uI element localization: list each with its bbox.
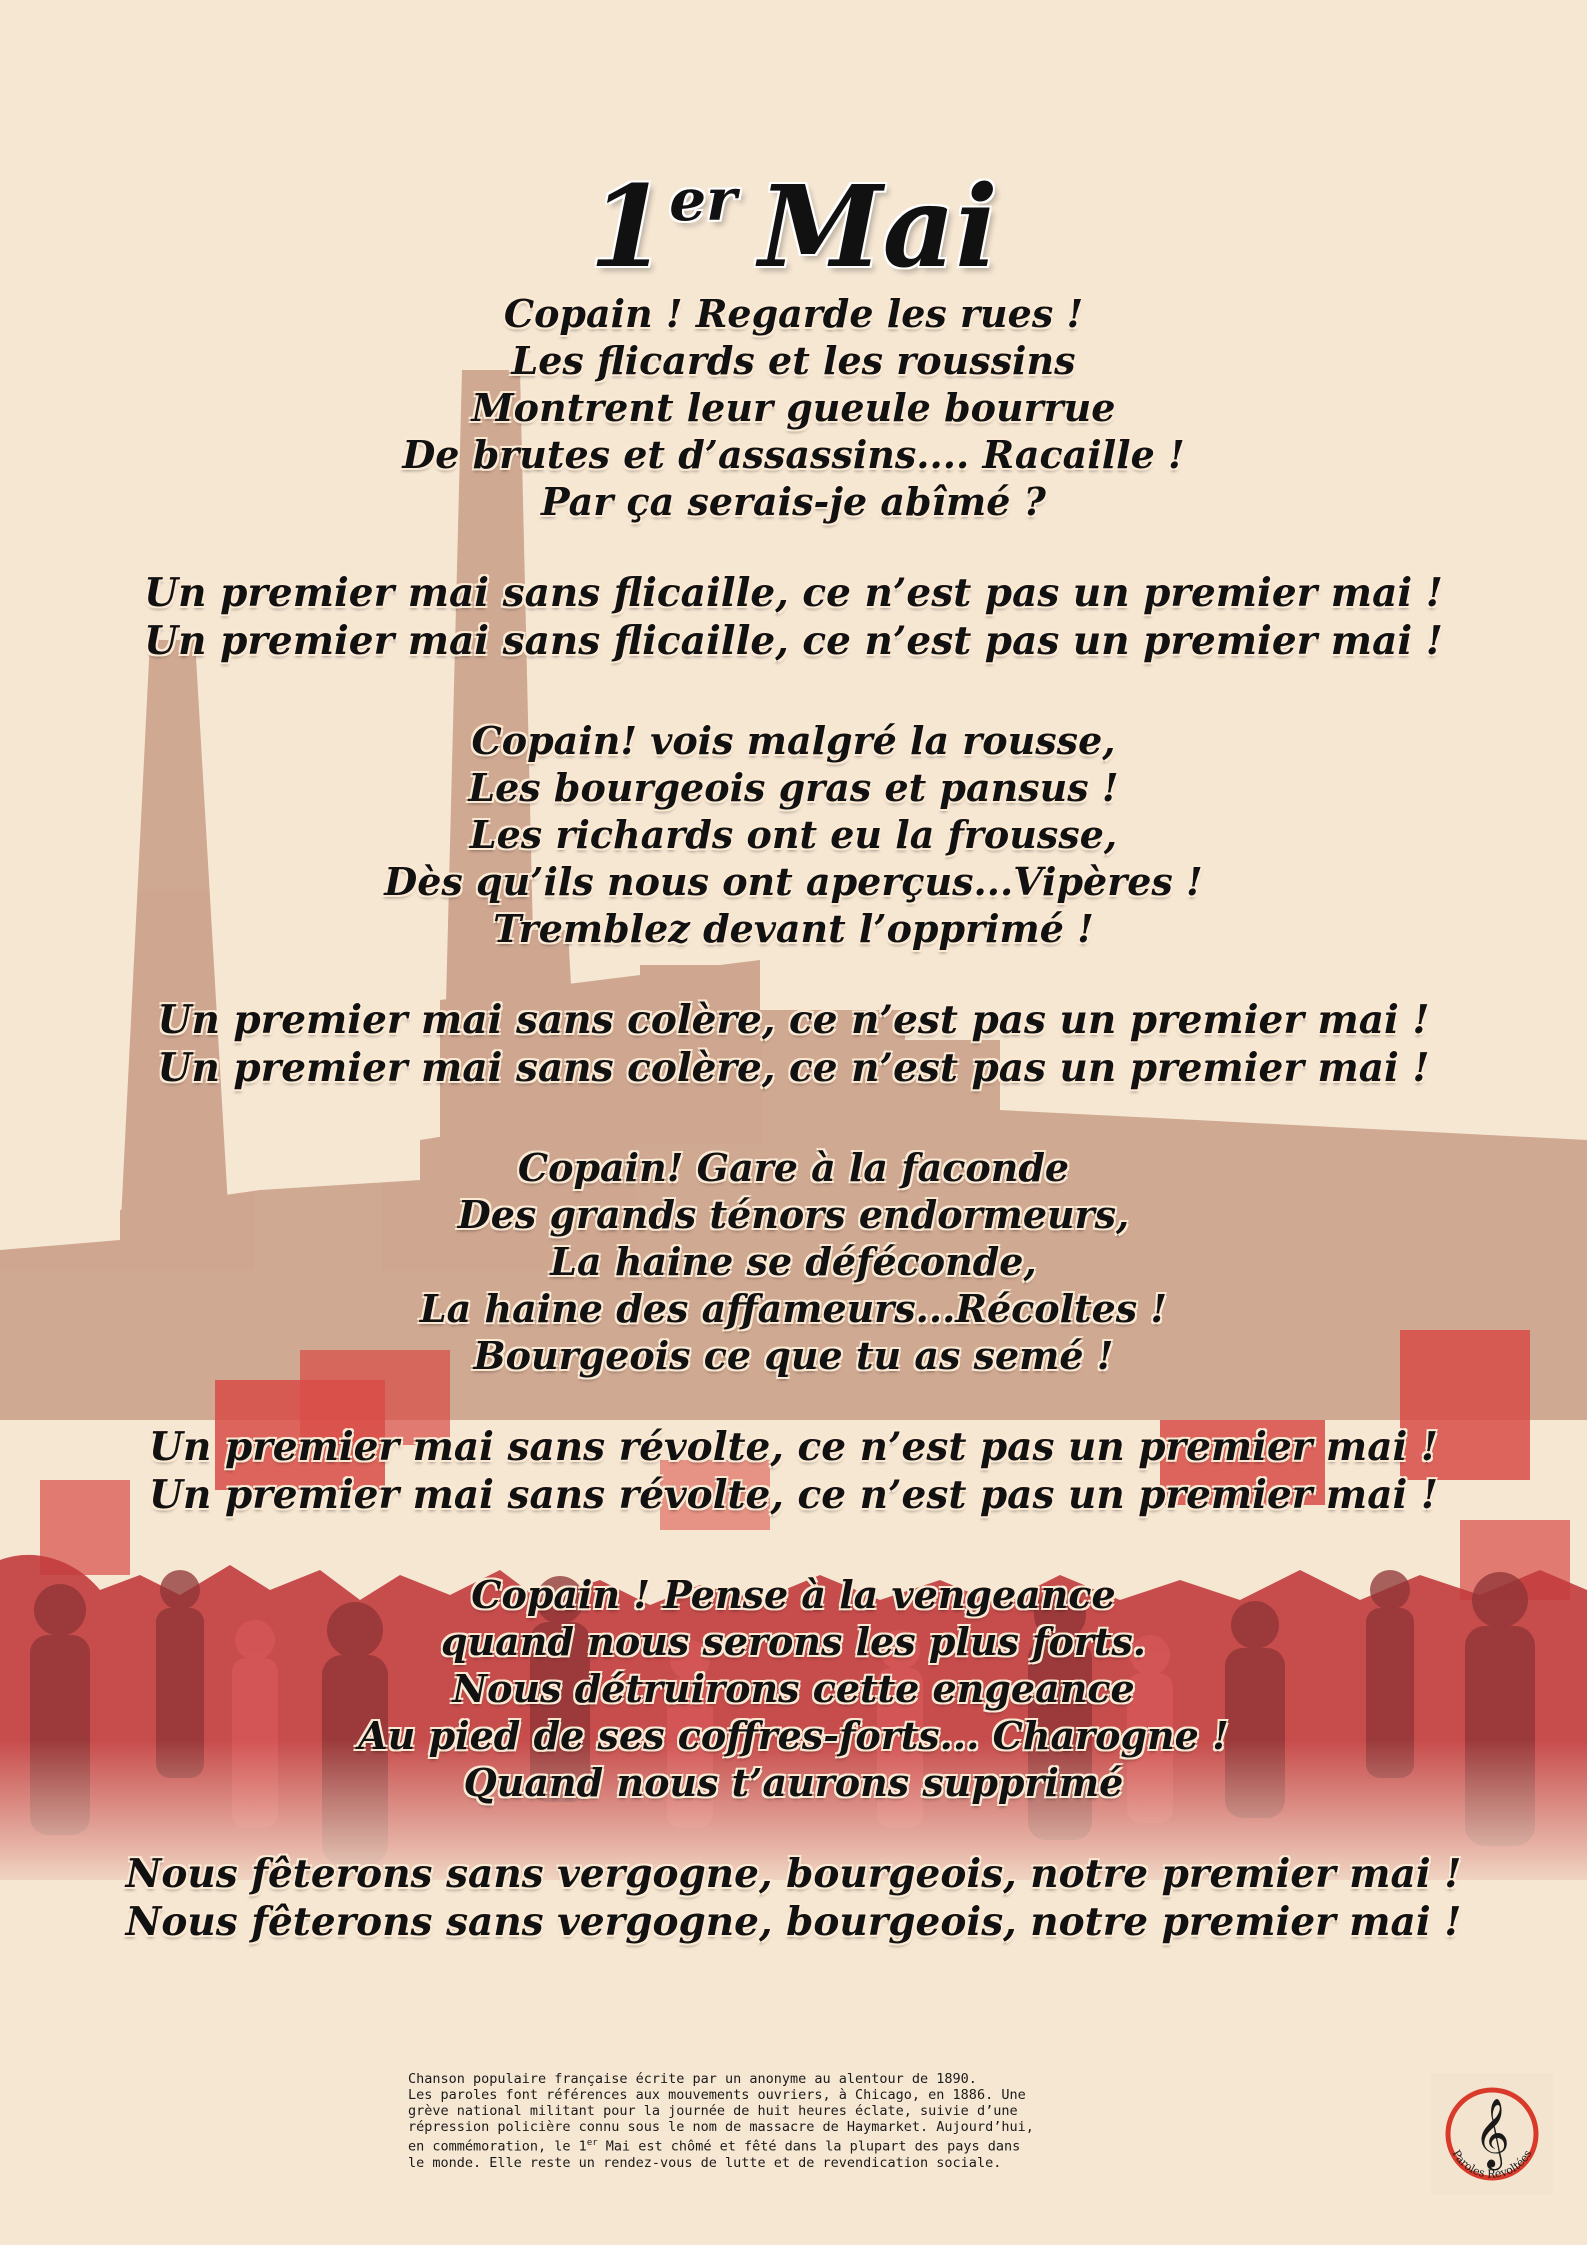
- treble-clef-icon: [1474, 2098, 1509, 2170]
- chorus-4: [0, 1850, 1587, 1946]
- footer-line: Chanson populaire française écrite par un anonyme au alentour de 1890.: [408, 2071, 977, 2087]
- footer-text: Mai est chômé et fêté dans la plupart des pays dans: [597, 2138, 1021, 2155]
- lyric-line: Par ça serais-je abîmé ?: [541, 479, 1046, 524]
- logo-text: Paroles Révoltées: [1449, 2147, 1535, 2181]
- title-main: Mai: [758, 162, 998, 293]
- lyric-line: Dès qu’ils nous ont aperçus...Vipères !: [384, 859, 1203, 904]
- lyric-line: Copain ! Pense à la vengeance: [471, 1572, 1116, 1617]
- chorus-line: Un premier mai sans flicaille, ce n’est pas un premier mai !: [144, 618, 1443, 664]
- lyric-line: Bourgeois ce que tu as semé !: [473, 1333, 1114, 1378]
- chorus-line: Nous fêterons sans vergogne, bourgeois, notre premier mai !: [125, 1899, 1462, 1945]
- footer-note: [408, 2071, 1408, 2171]
- lyric-line: La haine des affameurs...Récoltes !: [419, 1286, 1168, 1331]
- verse-4: [0, 1571, 1587, 1806]
- chorus-line: Un premier mai sans colère, ce n’est pas un premier mai !: [157, 997, 1430, 1043]
- footer-superscript: er: [586, 2138, 598, 2148]
- lyric-line: La haine se déféconde,: [550, 1239, 1037, 1284]
- lyric-line: Des grands ténors endormeurs,: [457, 1192, 1130, 1237]
- chorus-line: Un premier mai sans révolte, ce n’est pas un premier mai !: [149, 1424, 1438, 1470]
- lyric-line: Au pied de ses coffres-forts... Charogne !: [358, 1713, 1229, 1758]
- lyric-line: Les richards ont eu la frousse,: [469, 812, 1118, 857]
- lyric-line: Montrent leur gueule bourrue: [471, 385, 1116, 430]
- footer-line: le monde. Elle reste un rendez-vous de lutte et de revendication sociale.: [408, 2154, 1002, 2171]
- verse-3: [0, 1144, 1587, 1379]
- chorus-2: [0, 996, 1587, 1092]
- footer-text: en commémoration, le 1: [408, 2138, 587, 2155]
- footer-line: grève national militant pour la journée de huit heures éclate, suivie d’une: [408, 2103, 1018, 2119]
- chorus-1: [0, 569, 1587, 665]
- title-superscript: er: [669, 166, 737, 234]
- lyric-line: quand nous serons les plus forts.: [440, 1619, 1147, 1664]
- footer-line: Les paroles font références aux mouvements ouvriers, à Chicago, en 1886. Une: [408, 2087, 1026, 2103]
- verse-2: [0, 717, 1587, 952]
- chorus-line: Un premier mai sans révolte, ce n’est pas un premier mai !: [149, 1472, 1438, 1518]
- paroles-revoltees-logo: [1431, 2073, 1553, 2195]
- song-title: [0, 135, 1587, 293]
- title-number: 1: [589, 162, 668, 293]
- chorus-line: Un premier mai sans colère, ce n’est pas un premier mai !: [157, 1045, 1430, 1091]
- lyric-line: Copain ! Regarde les rues !: [503, 291, 1084, 336]
- svg-text:𝄞: 𝄞: [1474, 2098, 1510, 2168]
- lyric-line: Tremblez devant l’opprimé !: [493, 906, 1094, 951]
- lyric-line: Nous détruirons cette engeance: [452, 1666, 1135, 1711]
- lyrics: [0, 290, 1587, 1998]
- footer-line: [408, 2135, 1408, 2155]
- lyric-line: Quand nous t’aurons supprimé: [463, 1760, 1124, 1805]
- chorus-line: Un premier mai sans flicaille, ce n’est pas un premier mai !: [144, 570, 1443, 616]
- chorus-line: Nous fêterons sans vergogne, bourgeois, notre premier mai !: [125, 1851, 1462, 1897]
- footer-line: répression policière connu sous le nom de massacre de Haymarket. Aujourd’hui,: [408, 2119, 1034, 2135]
- lyric-line: De brutes et d’assassins.... Racaille !: [402, 432, 1185, 477]
- lyric-line: Les flicards et les roussins: [511, 338, 1076, 383]
- verse-1: [0, 290, 1587, 525]
- lyric-line: Copain! vois malgré la rousse,: [471, 718, 1116, 763]
- lyric-line: Les bourgeois gras et pansus !: [468, 765, 1119, 810]
- lyric-line: Copain! Gare à la faconde: [517, 1145, 1070, 1190]
- chorus-3: [0, 1423, 1587, 1519]
